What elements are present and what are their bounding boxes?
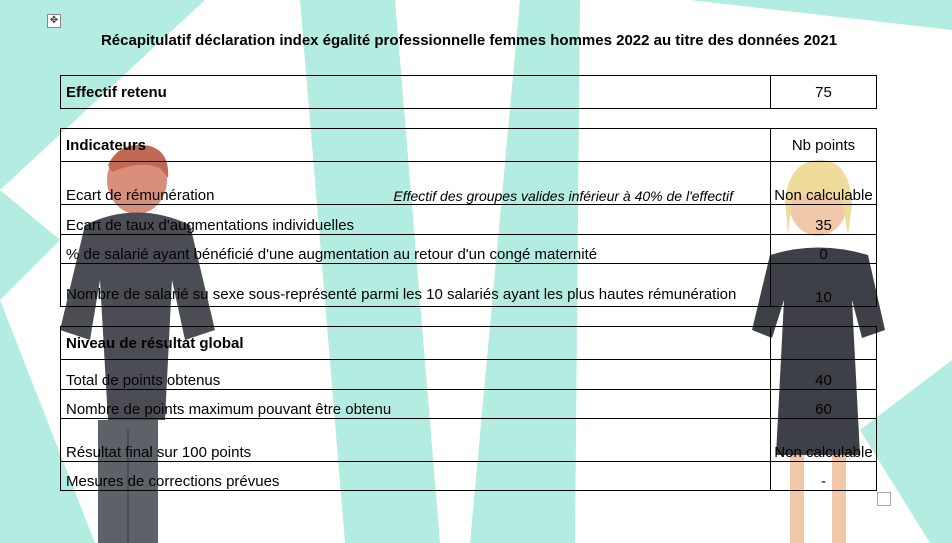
table-row [61, 235, 877, 264]
indicator-label: Nombre de salarié su sexe sous-représenté parmi les 10 salariés ayant les plus hautes rémunération [61, 264, 771, 307]
table-row [61, 390, 877, 419]
resultat-value: 60 [771, 390, 877, 419]
table-row [61, 264, 877, 307]
document-title: Récapitulatif déclaration index égalité professionnelle femmes hommes 2022 au titre des données 2021 [100, 32, 838, 49]
indicator-note: Effectif des groupes valides inférieur à 40% de l'effectif [393, 188, 733, 204]
effectif-label: Effectif retenu [61, 76, 771, 109]
indicateurs-header-row [61, 129, 877, 162]
resultat-label: Total de points obtenus [61, 360, 771, 390]
table-row [61, 419, 877, 462]
resultat-table [60, 326, 877, 491]
indicator-label: % de salarié ayant bénéficié d'une augmentation au retour d'un congé maternité [61, 235, 771, 264]
resultat-label: Mesures de corrections prévues [61, 462, 771, 491]
indicator-points: Non calculable [771, 162, 877, 205]
effectif-value: 75 [771, 76, 877, 109]
resultat-header-points [771, 327, 877, 360]
indicateurs-table [60, 128, 877, 307]
resultat-value: Non calculable [771, 419, 877, 462]
indicateurs-header-label: Indicateurs [61, 129, 771, 162]
effectif-table [60, 75, 877, 109]
indicator-label: Ecart de rémunération [66, 187, 215, 204]
indicator-points: 0 [771, 235, 877, 264]
resultat-header-row [61, 327, 877, 360]
effectif-row [61, 76, 877, 109]
resultat-label: Nombre de points maximum pouvant être obtenu [61, 390, 771, 419]
indicator-points: 10 [771, 264, 877, 307]
resultat-label: Résultat final sur 100 points [61, 419, 771, 462]
table-row [61, 162, 877, 205]
table-row [61, 205, 877, 235]
table-resize-handle[interactable] [877, 492, 891, 506]
table-row [61, 360, 877, 390]
resultat-value: 40 [771, 360, 877, 390]
indicator-points: 35 [771, 205, 877, 235]
resultat-header-label: Niveau de résultat global [61, 327, 771, 360]
indicator-cell [61, 162, 771, 205]
indicateurs-header-points: Nb points [771, 129, 877, 162]
table-row [61, 462, 877, 491]
resultat-value: - [771, 462, 877, 491]
table-move-handle[interactable]: ✥ [47, 14, 61, 28]
indicator-label: Ecart de taux d'augmentations individuelles [61, 205, 771, 235]
